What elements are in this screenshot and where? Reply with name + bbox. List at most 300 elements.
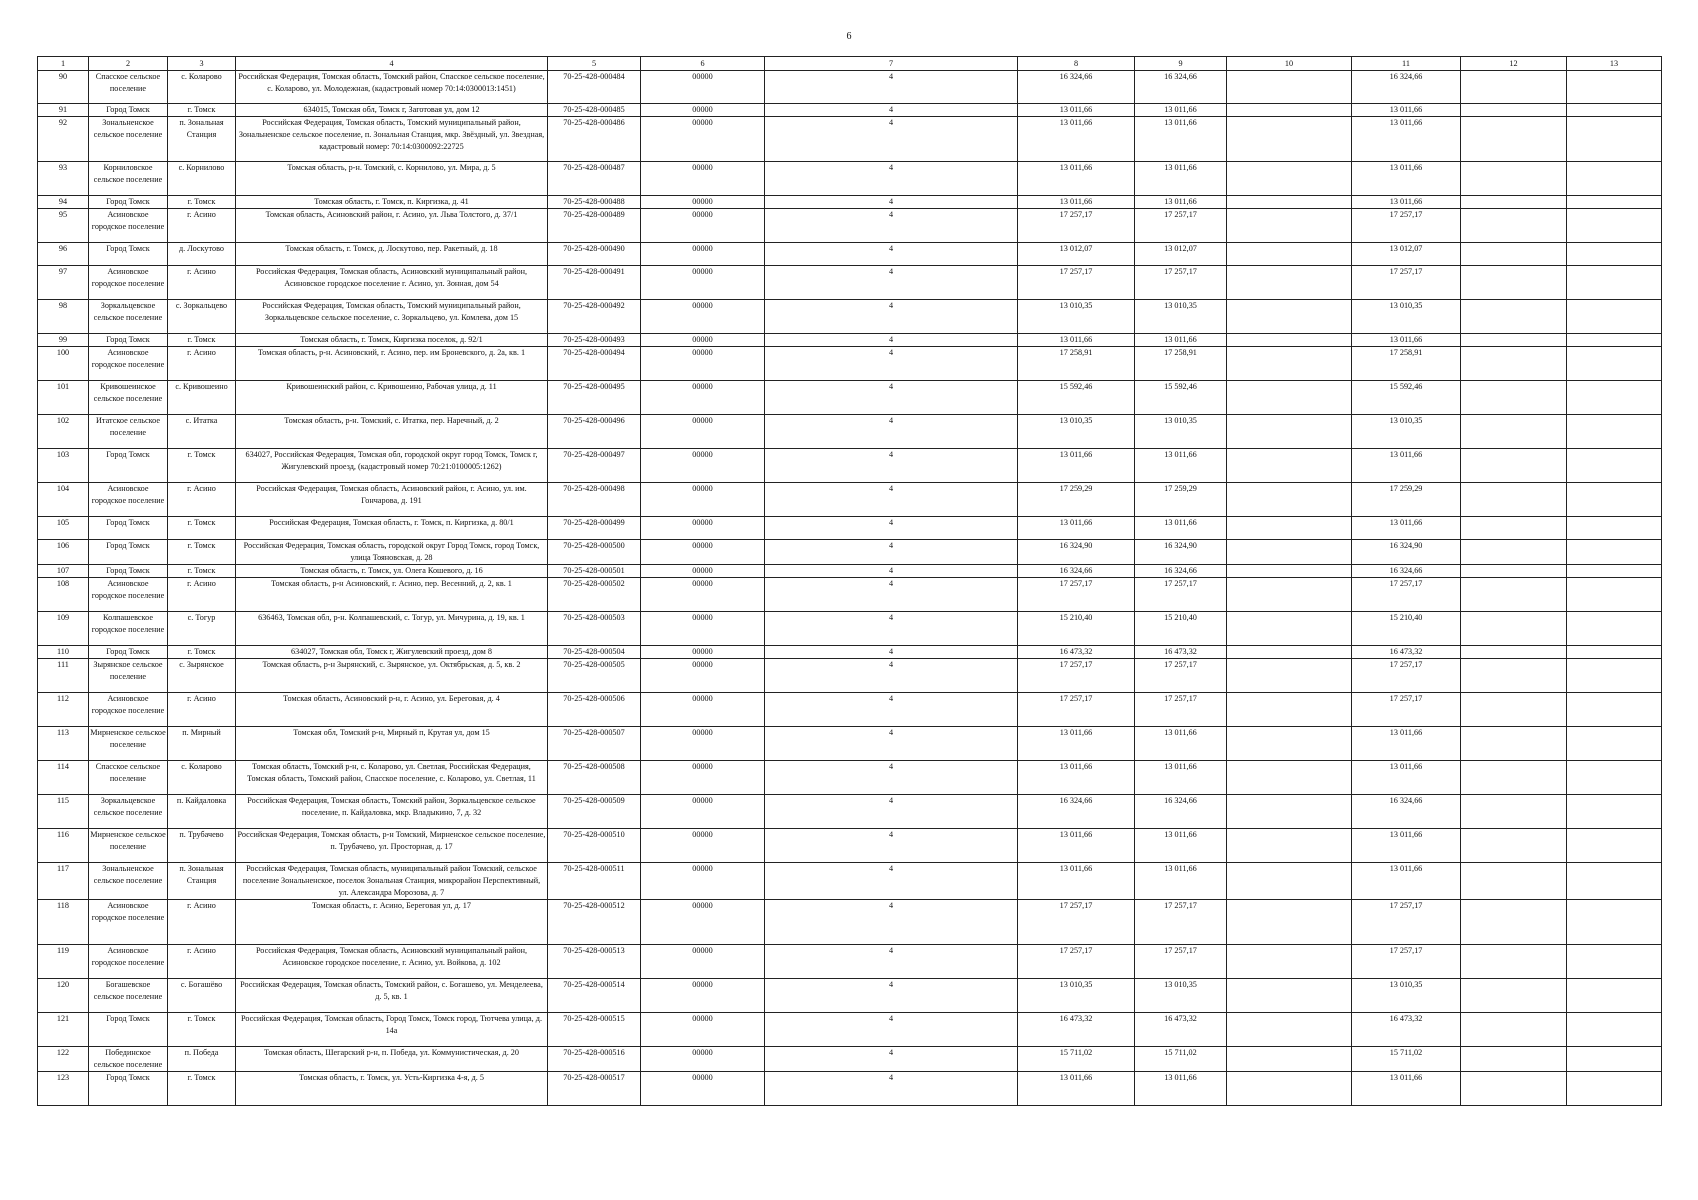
column-13-value	[1567, 693, 1662, 727]
amount-col-9: 13 011,66	[1135, 449, 1227, 483]
column-10-value	[1227, 900, 1352, 945]
registry-number: 70-25-428-000503	[548, 612, 641, 646]
column-13-value	[1567, 565, 1662, 578]
header-row	[38, 57, 1662, 71]
locality-name: с. Коларово	[168, 71, 236, 104]
column-7-value: 4	[765, 659, 1018, 693]
table-row	[38, 795, 1662, 829]
column-10-value	[1227, 117, 1352, 162]
amount-col-11: 13 011,66	[1352, 117, 1461, 162]
column-10-value	[1227, 381, 1352, 415]
column-10-value	[1227, 196, 1352, 209]
address: Томская область, Асиновский район, г. Асино, ул. Льва Толстого, д. 37/1	[236, 209, 548, 243]
locality-name: с. Зоркальцево	[168, 300, 236, 334]
settlement-name: Асиновское городское поселение	[89, 209, 168, 243]
address: Томская область, Томский р-н, с. Коларово, ул. Светлая, Российская Федерация, Томская область, Томский район, Спасское поселение, с. Коларово, ул. Светлая, 11	[236, 761, 548, 795]
column-13-value	[1567, 540, 1662, 565]
table-row	[38, 300, 1662, 334]
code: 00000	[641, 104, 765, 117]
column-10-value	[1227, 162, 1352, 196]
column-13-value	[1567, 761, 1662, 795]
table-row	[38, 761, 1662, 795]
settlement-name: Мирненское сельское поселение	[89, 727, 168, 761]
registry-number: 70-25-428-000514	[548, 979, 641, 1013]
table-row	[38, 1072, 1662, 1106]
code: 00000	[641, 540, 765, 565]
settlement-name: Асиновское городское поселение	[89, 483, 168, 517]
registry-number: 70-25-428-000489	[548, 209, 641, 243]
code: 00000	[641, 761, 765, 795]
column-header-6: 6	[641, 57, 765, 71]
table-row	[38, 1047, 1662, 1072]
table-row	[38, 659, 1662, 693]
row-number: 110	[38, 646, 89, 659]
column-10-value	[1227, 104, 1352, 117]
column-7-value: 4	[765, 540, 1018, 565]
code: 00000	[641, 449, 765, 483]
amount-col-11: 13 010,35	[1352, 415, 1461, 449]
registry-number: 70-25-428-000513	[548, 945, 641, 979]
column-10-value	[1227, 71, 1352, 104]
column-12-value	[1461, 863, 1567, 900]
registry-number: 70-25-428-000497	[548, 449, 641, 483]
amount-col-11: 17 257,17	[1352, 693, 1461, 727]
table-row	[38, 612, 1662, 646]
table-row	[38, 693, 1662, 727]
code: 00000	[641, 795, 765, 829]
amount-col-8: 17 257,17	[1018, 900, 1135, 945]
row-number: 118	[38, 900, 89, 945]
column-13-value	[1567, 300, 1662, 334]
column-13-value	[1567, 266, 1662, 300]
amount-col-11: 16 324,90	[1352, 540, 1461, 565]
amount-col-11: 16 324,66	[1352, 795, 1461, 829]
locality-name: д. Лоскутово	[168, 243, 236, 266]
amount-col-11: 15 210,40	[1352, 612, 1461, 646]
amount-col-9: 13 011,66	[1135, 517, 1227, 540]
registry-number: 70-25-428-000512	[548, 900, 641, 945]
settlement-name: Богашевское сельское поселение	[89, 979, 168, 1013]
locality-name: г. Асино	[168, 209, 236, 243]
locality-name: с. Коларово	[168, 761, 236, 795]
column-12-value	[1461, 104, 1567, 117]
amount-col-11: 13 011,66	[1352, 829, 1461, 863]
amount-col-9: 17 257,17	[1135, 945, 1227, 979]
settlement-name: Асиновское городское поселение	[89, 900, 168, 945]
locality-name: с. Кривошеино	[168, 381, 236, 415]
locality-name: п. Кайдаловка	[168, 795, 236, 829]
settlement-name: Асиновское городское поселение	[89, 266, 168, 300]
column-header-10: 10	[1227, 57, 1352, 71]
row-number: 95	[38, 209, 89, 243]
row-number: 121	[38, 1013, 89, 1047]
row-number: 101	[38, 381, 89, 415]
address: Томская обл, Томский р-н, Мирный п, Крутая ул, дом 15	[236, 727, 548, 761]
row-number: 116	[38, 829, 89, 863]
code: 00000	[641, 900, 765, 945]
locality-name: г. Асино	[168, 483, 236, 517]
locality-name: г. Томск	[168, 1013, 236, 1047]
settlement-name: Город Томск	[89, 1072, 168, 1106]
code: 00000	[641, 117, 765, 162]
address: Томская область, г. Томск, д. Лоскутово, пер. Ракетный, д. 18	[236, 243, 548, 266]
table-row	[38, 117, 1662, 162]
registry-number: 70-25-428-000505	[548, 659, 641, 693]
registry-number: 70-25-428-000510	[548, 829, 641, 863]
column-13-value	[1567, 979, 1662, 1013]
code: 00000	[641, 162, 765, 196]
column-13-value	[1567, 1047, 1662, 1072]
column-7-value: 4	[765, 1047, 1018, 1072]
address: Российская Федерация, Томская область, Томский муниципальный район, Зоркальцевское сельское поселение, с. Зоркальцево, ул. Комлева, дом 15	[236, 300, 548, 334]
amount-col-8: 13 010,35	[1018, 300, 1135, 334]
registry-number: 70-25-428-000499	[548, 517, 641, 540]
column-13-value	[1567, 795, 1662, 829]
column-7-value: 4	[765, 727, 1018, 761]
registry-number: 70-25-428-000496	[548, 415, 641, 449]
column-10-value	[1227, 300, 1352, 334]
code: 00000	[641, 415, 765, 449]
column-7-value: 4	[765, 945, 1018, 979]
column-header-1: 1	[38, 57, 89, 71]
column-10-value	[1227, 565, 1352, 578]
column-7-value: 4	[765, 71, 1018, 104]
column-13-value	[1567, 162, 1662, 196]
amount-col-11: 13 011,66	[1352, 104, 1461, 117]
column-12-value	[1461, 795, 1567, 829]
amount-col-11: 13 011,66	[1352, 863, 1461, 900]
amount-col-9: 17 257,17	[1135, 266, 1227, 300]
settlement-name: Зырянское сельское поселение	[89, 659, 168, 693]
amount-col-8: 17 257,17	[1018, 659, 1135, 693]
address: Российская Федерация, Томская область, Асиновский муниципальный район, Асиновское городское поселение, г. Асино, ул. Войкова, д. 102	[236, 945, 548, 979]
amount-col-9: 15 711,02	[1135, 1047, 1227, 1072]
column-12-value	[1461, 1013, 1567, 1047]
amount-col-11: 13 011,66	[1352, 761, 1461, 795]
column-10-value	[1227, 347, 1352, 381]
row-number: 106	[38, 540, 89, 565]
code: 00000	[641, 646, 765, 659]
amount-col-11: 17 257,17	[1352, 209, 1461, 243]
column-13-value	[1567, 945, 1662, 979]
column-12-value	[1461, 117, 1567, 162]
amount-col-9: 13 011,66	[1135, 334, 1227, 347]
code: 00000	[641, 578, 765, 612]
table-row	[38, 863, 1662, 900]
column-10-value	[1227, 243, 1352, 266]
row-number: 108	[38, 578, 89, 612]
column-13-value	[1567, 659, 1662, 693]
code: 00000	[641, 659, 765, 693]
amount-col-8: 13 010,35	[1018, 415, 1135, 449]
amount-col-8: 13 011,66	[1018, 829, 1135, 863]
column-10-value	[1227, 1047, 1352, 1072]
registry-number: 70-25-428-000508	[548, 761, 641, 795]
amount-col-11: 13 011,66	[1352, 727, 1461, 761]
locality-name: г. Томск	[168, 196, 236, 209]
code: 00000	[641, 347, 765, 381]
amount-col-9: 16 473,32	[1135, 646, 1227, 659]
address: Томская область, Асиновский р-н, г. Асино, ул. Береговая, д. 4	[236, 693, 548, 727]
address: Томская область, г. Томск, Киргизка поселок, д. 92/1	[236, 334, 548, 347]
table-row	[38, 483, 1662, 517]
row-number: 93	[38, 162, 89, 196]
amount-col-8: 13 011,66	[1018, 1072, 1135, 1106]
table-row	[38, 900, 1662, 945]
address: Российская Федерация, Томская область, Томский район, Зоркальцевское сельское поселение, п. Кайдаловка, мкр. Владыкино, 7, д. 32	[236, 795, 548, 829]
amount-col-9: 13 012,07	[1135, 243, 1227, 266]
column-header-12: 12	[1461, 57, 1567, 71]
registry-number: 70-25-428-000509	[548, 795, 641, 829]
settlement-name: Колпашевское городское поселение	[89, 612, 168, 646]
column-12-value	[1461, 449, 1567, 483]
settlement-name: Город Томск	[89, 565, 168, 578]
amount-col-8: 13 010,35	[1018, 979, 1135, 1013]
column-7-value: 4	[765, 693, 1018, 727]
settlement-name: Асиновское городское поселение	[89, 578, 168, 612]
amount-col-8: 16 324,66	[1018, 565, 1135, 578]
column-7-value: 4	[765, 449, 1018, 483]
address: Томская область, р-н. Асиновский, г. Асино, пер. им Броневского, д. 2а, кв. 1	[236, 347, 548, 381]
column-13-value	[1567, 900, 1662, 945]
column-13-value	[1567, 334, 1662, 347]
table-row	[38, 415, 1662, 449]
amount-col-8: 15 210,40	[1018, 612, 1135, 646]
column-13-value	[1567, 71, 1662, 104]
column-7-value: 4	[765, 117, 1018, 162]
table-body	[38, 71, 1662, 1106]
column-13-value	[1567, 381, 1662, 415]
registry-number: 70-25-428-000517	[548, 1072, 641, 1106]
row-number: 120	[38, 979, 89, 1013]
amount-col-9: 16 324,66	[1135, 565, 1227, 578]
amount-col-11: 17 257,17	[1352, 578, 1461, 612]
table-row	[38, 646, 1662, 659]
locality-name: с. Итатка	[168, 415, 236, 449]
row-number: 99	[38, 334, 89, 347]
column-12-value	[1461, 646, 1567, 659]
row-number: 107	[38, 565, 89, 578]
amount-col-8: 13 011,66	[1018, 449, 1135, 483]
code: 00000	[641, 483, 765, 517]
table-header	[38, 57, 1662, 71]
row-number: 109	[38, 612, 89, 646]
column-10-value	[1227, 659, 1352, 693]
column-10-value	[1227, 266, 1352, 300]
row-number: 114	[38, 761, 89, 795]
row-number: 111	[38, 659, 89, 693]
locality-name: г. Томск	[168, 565, 236, 578]
amount-col-8: 16 473,32	[1018, 1013, 1135, 1047]
code: 00000	[641, 1013, 765, 1047]
column-10-value	[1227, 612, 1352, 646]
registry-number: 70-25-428-000484	[548, 71, 641, 104]
locality-name: п. Зональная Станция	[168, 117, 236, 162]
amount-col-9: 15 592,46	[1135, 381, 1227, 415]
row-number: 119	[38, 945, 89, 979]
amount-col-11: 17 257,17	[1352, 945, 1461, 979]
table-row	[38, 517, 1662, 540]
settlement-name: Кривошеинское сельское поселение	[89, 381, 168, 415]
row-number: 97	[38, 266, 89, 300]
code: 00000	[641, 565, 765, 578]
column-7-value: 4	[765, 266, 1018, 300]
table-row	[38, 540, 1662, 565]
code: 00000	[641, 334, 765, 347]
address: Российская Федерация, Томская область, р-н Томский, Мирненское сельское поселение, п. Трубачево, ул. Просторная, д. 17	[236, 829, 548, 863]
locality-name: г. Асино	[168, 693, 236, 727]
settlement-name: Спасское сельское поселение	[89, 761, 168, 795]
row-number: 117	[38, 863, 89, 900]
locality-name: п. Победа	[168, 1047, 236, 1072]
address: Российская Федерация, Томская область, муниципальный район Томский, сельское поселение Зональненское, поселок Зональная Станция, микрорайон Перспективный, ул. Александра Морозова, д. 7	[236, 863, 548, 900]
column-10-value	[1227, 209, 1352, 243]
amount-col-9: 17 258,91	[1135, 347, 1227, 381]
column-12-value	[1461, 243, 1567, 266]
amount-col-11: 13 011,66	[1352, 449, 1461, 483]
registry-number: 70-25-428-000486	[548, 117, 641, 162]
settlement-name: Город Томск	[89, 540, 168, 565]
registry-table	[37, 56, 1662, 1106]
column-7-value: 4	[765, 196, 1018, 209]
column-13-value	[1567, 612, 1662, 646]
table-row	[38, 334, 1662, 347]
amount-col-8: 13 011,66	[1018, 517, 1135, 540]
amount-col-9: 17 257,17	[1135, 900, 1227, 945]
column-header-8: 8	[1018, 57, 1135, 71]
column-10-value	[1227, 863, 1352, 900]
row-number: 92	[38, 117, 89, 162]
column-12-value	[1461, 727, 1567, 761]
registry-number: 70-25-428-000492	[548, 300, 641, 334]
table-row	[38, 243, 1662, 266]
column-13-value	[1567, 117, 1662, 162]
amount-col-8: 16 324,66	[1018, 71, 1135, 104]
registry-number: 70-25-428-000504	[548, 646, 641, 659]
column-10-value	[1227, 795, 1352, 829]
page-number: 6	[846, 31, 852, 42]
address: Российская Федерация, Томская область, Асиновский муниципальный район, Асиновское городское поселение г. Асино, ул. Зонная, дом 54	[236, 266, 548, 300]
amount-col-8: 16 473,32	[1018, 646, 1135, 659]
column-12-value	[1461, 381, 1567, 415]
code: 00000	[641, 517, 765, 540]
amount-col-9: 13 011,66	[1135, 104, 1227, 117]
column-13-value	[1567, 483, 1662, 517]
column-7-value: 4	[765, 347, 1018, 381]
amount-col-8: 13 011,66	[1018, 761, 1135, 795]
row-number: 122	[38, 1047, 89, 1072]
settlement-name: Город Томск	[89, 646, 168, 659]
amount-col-8: 13 011,66	[1018, 117, 1135, 162]
column-12-value	[1461, 540, 1567, 565]
column-7-value: 4	[765, 795, 1018, 829]
settlement-name: Зональненское сельское поселение	[89, 117, 168, 162]
locality-name: п. Мирный	[168, 727, 236, 761]
address: 634015, Томская обл, Томск г, Заготовая ул, дом 12	[236, 104, 548, 117]
registry-number: 70-25-428-000500	[548, 540, 641, 565]
registry-number: 70-25-428-000493	[548, 334, 641, 347]
column-7-value: 4	[765, 209, 1018, 243]
column-7-value: 4	[765, 612, 1018, 646]
column-12-value	[1461, 517, 1567, 540]
settlement-name: Город Томск	[89, 1013, 168, 1047]
column-7-value: 4	[765, 415, 1018, 449]
table-row	[38, 209, 1662, 243]
amount-col-11: 15 711,02	[1352, 1047, 1461, 1072]
column-12-value	[1461, 347, 1567, 381]
code: 00000	[641, 196, 765, 209]
column-7-value: 4	[765, 829, 1018, 863]
row-number: 98	[38, 300, 89, 334]
amount-col-8: 13 011,66	[1018, 727, 1135, 761]
table-row	[38, 578, 1662, 612]
amount-col-11: 13 010,35	[1352, 979, 1461, 1013]
code: 00000	[641, 1047, 765, 1072]
amount-col-9: 13 011,66	[1135, 196, 1227, 209]
locality-name: г. Асино	[168, 578, 236, 612]
settlement-name: Мирненское сельское поселение	[89, 829, 168, 863]
row-number: 115	[38, 795, 89, 829]
locality-name: г. Асино	[168, 266, 236, 300]
column-13-value	[1567, 1013, 1662, 1047]
amount-col-8: 17 257,17	[1018, 209, 1135, 243]
table-row	[38, 945, 1662, 979]
column-7-value: 4	[765, 565, 1018, 578]
table-row	[38, 1013, 1662, 1047]
address: Томская область, р-н Асиновский, г. Асино, пер. Весенний, д. 2, кв. 1	[236, 578, 548, 612]
column-10-value	[1227, 646, 1352, 659]
column-12-value	[1461, 1047, 1567, 1072]
address: 636463, Томская обл, р-н. Колпашевский, с. Тогур, ул. Мичурина, д. 19, кв. 1	[236, 612, 548, 646]
amount-col-8: 17 257,17	[1018, 945, 1135, 979]
address: Российская Федерация, Томская область, Томский муниципальный район, Зональненское сельское поселение, п. Зональная Станция, мкр. Звёздный, ул. Звездная, кадастровый номер: 70:14:0300092:22725	[236, 117, 548, 162]
settlement-name: Побединское сельское поселение	[89, 1047, 168, 1072]
settlement-name: Зоркальцевское сельское поселение	[89, 300, 168, 334]
locality-name: г. Асино	[168, 900, 236, 945]
column-12-value	[1461, 900, 1567, 945]
table-row	[38, 104, 1662, 117]
code: 00000	[641, 693, 765, 727]
address: Томская область, Шегарский р-н, п. Победа, ул. Коммунистическая, д. 20	[236, 1047, 548, 1072]
registry-number: 70-25-428-000515	[548, 1013, 641, 1047]
registry-number: 70-25-428-000498	[548, 483, 641, 517]
column-13-value	[1567, 415, 1662, 449]
column-7-value: 4	[765, 483, 1018, 517]
column-12-value	[1461, 693, 1567, 727]
registry-number: 70-25-428-000485	[548, 104, 641, 117]
table-row	[38, 347, 1662, 381]
column-12-value	[1461, 612, 1567, 646]
settlement-name: Город Томск	[89, 517, 168, 540]
registry-number: 70-25-428-000487	[548, 162, 641, 196]
column-7-value: 4	[765, 1013, 1018, 1047]
column-12-value	[1461, 209, 1567, 243]
column-12-value	[1461, 761, 1567, 795]
column-7-value: 4	[765, 243, 1018, 266]
row-number: 100	[38, 347, 89, 381]
column-7-value: 4	[765, 104, 1018, 117]
amount-col-9: 13 010,35	[1135, 415, 1227, 449]
amount-col-11: 13 011,66	[1352, 1072, 1461, 1106]
code: 00000	[641, 863, 765, 900]
amount-col-11: 13 012,07	[1352, 243, 1461, 266]
column-header-11: 11	[1352, 57, 1461, 71]
code: 00000	[641, 300, 765, 334]
row-number: 90	[38, 71, 89, 104]
code: 00000	[641, 727, 765, 761]
settlement-name: Спасское сельское поселение	[89, 71, 168, 104]
amount-col-8: 15 711,02	[1018, 1047, 1135, 1072]
